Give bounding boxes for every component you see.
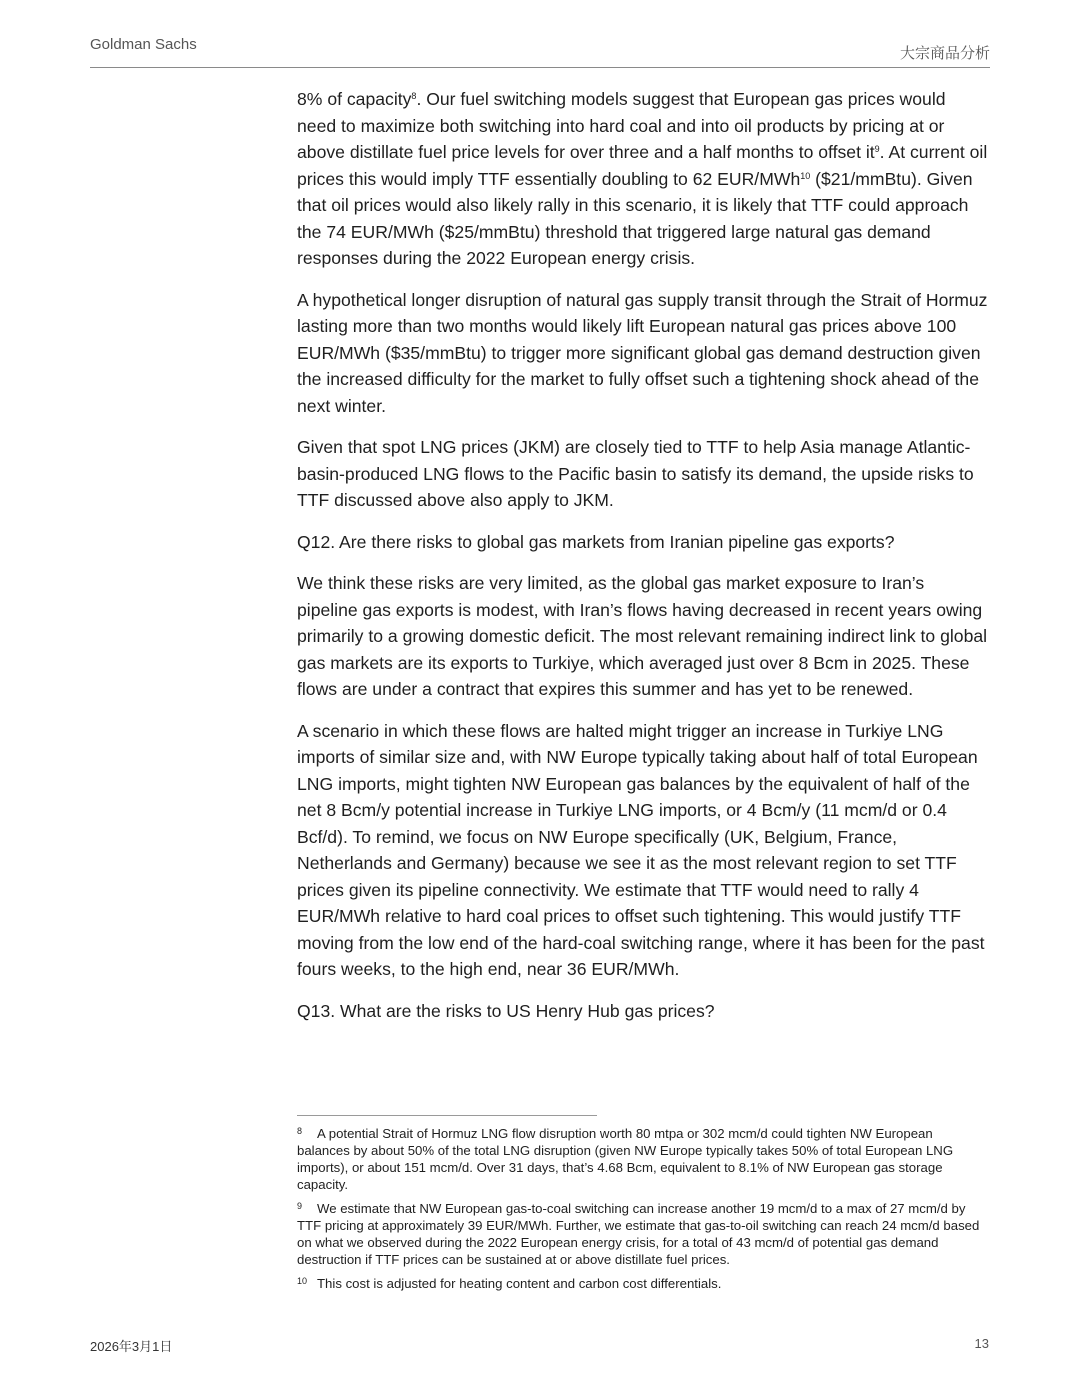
question-heading: Q12. Are there risks to global gas markets from Iranian pipeline gas exports? — [297, 531, 895, 552]
page-number: 13 — [974, 1336, 989, 1351]
footnote-ref-9[interactable]: 9 — [874, 144, 880, 154]
footnote-text: This cost is adjusted for heating content and carbon cost differentials. — [317, 1276, 722, 1291]
footnote-ref-10[interactable]: 10 — [800, 170, 811, 181]
paragraph: Given that spot LNG prices (JKM) are closely tied to TTF to help Asia manage Atlantic-basin-produced LNG flows to the Pacific basin to satisfy its demand, the upside risks to TTF discussed above also apply to JKM. — [297, 437, 974, 510]
page-header — [90, 30, 990, 68]
body-text — [297, 86, 989, 1039]
footnote-10: 10 This cost is adjusted for heating content and carbon cost differentials. — [297, 1276, 722, 1291]
paragraph: A scenario in which these flows are halted might trigger an increase in Turkiye LNG imports of similar size and, with NW Europe typically taking about half of total European LNG imports, might tighten NW European gas balances by the equivalent of half of the net 8 Bcm/y potential increase in Turkiye LNG imports, or 4 Bcm/y (11 mcm/d or 0.4 Bcf/d). To remind, we focus on NW Europe specifically (UK, Belgium, France, Netherlands and Germany) because we see it as the most relevant region to set TTF prices given its pipeline connectivity. We estimate that TTF would need to rally 4 EUR/MWh relative to hard coal prices to offset such tightening. This would justify TTF moving from the low end of the hard-coal switching range, where it has been for the past fours weeks, to the high end, near 36 EUR/MWh. — [297, 720, 985, 979]
report-label: 大宗商品分析 — [899, 45, 990, 62]
footnotes — [297, 1125, 989, 1299]
text-run: 8% of capacity — [297, 89, 412, 109]
paragraph — [297, 86, 989, 272]
text-run: . At current oil prices this would imply TTF essentially doubling to 62 EUR/MWh — [297, 142, 988, 189]
footnote-divider — [297, 1115, 597, 1116]
footnote-text: We estimate that NW European gas-to-coal switching can increase another 19 mcm/d to a max of 27 mcm/d by TTF pricing at approximately 39 EUR/MWh. Further, we estimate that gas-to-oil switching can reach 24 mcm/d based on what we observed during the 2022 European energy crisis, for a total of 43 mcm/d of potential gas demand destruction if TTF prices can be sustained at or above distillate fuel prices. — [297, 1201, 980, 1267]
footnote-9: 9 We estimate that NW European gas-to-coal switching can increase another 19 mcm/d to a max of 27 mcm/d by TTF pricing at approximately 39 EUR/MWh. Further, we estimate that gas-to-oil switching can reach 24 mcm/d based on what we observed during the 2022 European energy crisis, for a total of 43 mcm/d of potential gas demand destruction if TTF prices can be sustained at or above distillate fuel prices. — [297, 1201, 980, 1267]
text-run: . Our fuel switching models suggest that European gas prices would need to maximize both switching into hard coal and into oil products by pricing at or above distillate fuel price levels for over three and a half months to offset it — [297, 89, 946, 162]
paragraph: A hypothetical longer disruption of natural gas supply transit through the Strait of Hormuz lasting more than two months would likely lift European natural gas prices above 100 EUR/MWh ($35/mmBtu) to trigger more significant global gas demand destruction given the increased difficulty for the market to fully offset such a tightening shock ahead of the next winter. — [297, 289, 988, 416]
brand-name: Goldman Sachs — [90, 36, 197, 53]
paragraph: We think these risks are very limited, as the global gas market exposure to Iran’s pipeline gas exports is modest, with Iran’s flows having decreased in recent years owing primarily to a growing domestic deficit. The most relevant remaining indirect link to global gas markets are its exports to Turkiye, which averaged just over 8 Bcm in 2025. These flows are under a contract that expires this summer and has yet to be renewed. — [297, 573, 988, 699]
text-run: ($21/mmBtu). Given that oil prices would also likely rally in this scenario, it is likely that TTF could approach the 74 EUR/MWh ($25/mmBtu) threshold that triggered large natural gas demand responses during the 2022 European energy crisis. — [297, 168, 973, 268]
footnote-8: 8 A potential Strait of Hormuz LNG flow disruption worth 80 mtpa or 302 mcm/d could tighten NW European balances by about 50% of the total LNG disruption (given NW Europe typically takes 50% of total European LNG imports), or about 151 mcm/d. Over 31 days, that’s 4.68 Bcm, equivalent to 8.1% of NW European gas storage capacity. — [297, 1126, 954, 1192]
footer-date: 2026年3月1日 — [90, 1339, 173, 1354]
question-heading: Q13. What are the risks to US Henry Hub gas prices? — [297, 1000, 715, 1021]
footnote-text: A potential Strait of Hormuz LNG flow disruption worth 80 mtpa or 302 mcm/d could tighten NW European balances by about 50% of the total LNG disruption (given NW Europe typically takes 50% of total European LNG imports), or about 151 mcm/d. Over 31 days, that’s 4.68 Bcm, equivalent to 8.1% of NW European gas storage capacity. — [297, 1126, 954, 1192]
footnote-ref-8[interactable]: 8 — [411, 91, 417, 101]
